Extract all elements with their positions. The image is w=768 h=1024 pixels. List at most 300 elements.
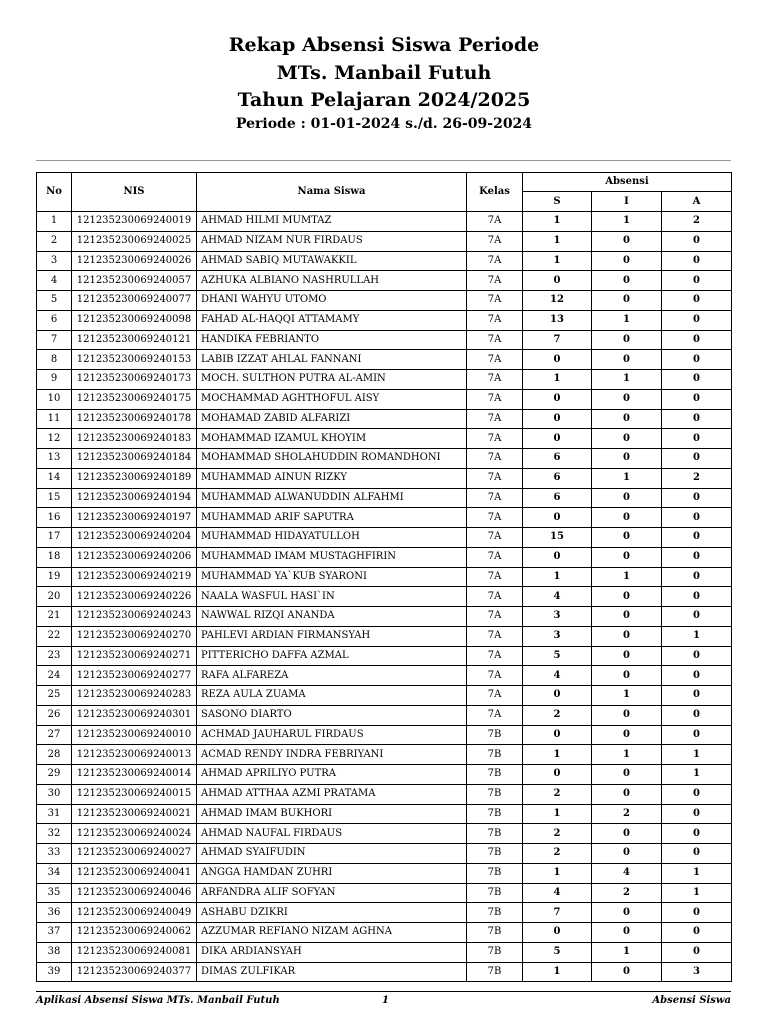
cell-no: 22: [37, 626, 72, 646]
cell-nis: 121235230069240027: [72, 844, 197, 864]
cell-no: 3: [37, 251, 72, 271]
cell-no: 39: [37, 962, 72, 982]
cell-i: 0: [592, 725, 662, 745]
table-row: [37, 903, 732, 923]
cell-kelas: 7A: [467, 409, 523, 429]
cell-kelas: 7A: [467, 449, 523, 469]
table-row: [37, 567, 732, 587]
cell-kelas: 7A: [467, 626, 523, 646]
cell-s: 15: [523, 528, 592, 548]
cell-a: 0: [662, 251, 732, 271]
table-row: [37, 271, 732, 291]
cell-nama: MUHAMMAD YA`KUB SYARONI: [197, 567, 467, 587]
cell-i: 0: [592, 488, 662, 508]
cell-nis: 121235230069240377: [72, 962, 197, 982]
cell-s: 1: [523, 745, 592, 765]
attendance-table: [36, 172, 732, 982]
table-row: [37, 686, 732, 706]
cell-nama: MOCHAMMAD AGHTHOFUL AISY: [197, 389, 467, 409]
cell-i: 0: [592, 231, 662, 251]
cell-kelas: 7B: [467, 765, 523, 785]
cell-nis: 121235230069240189: [72, 468, 197, 488]
col-header-s: S: [523, 192, 592, 212]
cell-nis: 121235230069240301: [72, 705, 197, 725]
cell-i: 0: [592, 824, 662, 844]
cell-nama: MUHAMMAD HIDAYATULLOH: [197, 528, 467, 548]
cell-s: 5: [523, 646, 592, 666]
cell-no: 21: [37, 607, 72, 627]
table-row: [37, 429, 732, 449]
cell-a: 0: [662, 942, 732, 962]
cell-no: 2: [37, 231, 72, 251]
cell-kelas: 7B: [467, 745, 523, 765]
cell-nama: RAFA ALFAREZA: [197, 666, 467, 686]
school-name: MTs. Manbail Futuh: [276, 62, 492, 84]
table-row: [37, 488, 732, 508]
cell-no: 19: [37, 567, 72, 587]
cell-no: 34: [37, 863, 72, 883]
cell-s: 0: [523, 271, 592, 291]
cell-no: 20: [37, 587, 72, 607]
cell-nama: AHMAD NIZAM NUR FIRDAUS: [197, 231, 467, 251]
cell-kelas: 7A: [467, 291, 523, 311]
cell-s: 1: [523, 370, 592, 390]
cell-i: 0: [592, 528, 662, 548]
cell-kelas: 7B: [467, 844, 523, 864]
cell-i: 0: [592, 409, 662, 429]
cell-nama: LABIB IZZAT AHLAL FANNANI: [197, 350, 467, 370]
cell-kelas: 7A: [467, 705, 523, 725]
cell-i: 0: [592, 389, 662, 409]
cell-nama: AHMAD SABIQ MUTAWAKKIL: [197, 251, 467, 271]
cell-a: 1: [662, 626, 732, 646]
cell-no: 8: [37, 350, 72, 370]
cell-no: 6: [37, 310, 72, 330]
cell-s: 5: [523, 942, 592, 962]
cell-s: 2: [523, 705, 592, 725]
cell-nis: 121235230069240226: [72, 587, 197, 607]
table-row: [37, 765, 732, 785]
cell-a: 0: [662, 705, 732, 725]
cell-nama: MUHAMMAD AINUN RIZKY: [197, 468, 467, 488]
table-row: [37, 883, 732, 903]
cell-s: 0: [523, 725, 592, 745]
cell-no: 10: [37, 389, 72, 409]
cell-i: 0: [592, 547, 662, 567]
cell-nis: 121235230069240057: [72, 271, 197, 291]
cell-nis: 121235230069240026: [72, 251, 197, 271]
cell-kelas: 7A: [467, 547, 523, 567]
cell-nis: 121235230069240098: [72, 310, 197, 330]
cell-no: 5: [37, 291, 72, 311]
cell-kelas: 7A: [467, 370, 523, 390]
header-divider: [36, 160, 731, 161]
cell-no: 30: [37, 784, 72, 804]
cell-nama: MOHAMAD ZABID ALFARIZI: [197, 409, 467, 429]
cell-i: 4: [592, 863, 662, 883]
table-row: [37, 389, 732, 409]
cell-nis: 121235230069240019: [72, 212, 197, 232]
cell-a: 0: [662, 725, 732, 745]
cell-s: 3: [523, 607, 592, 627]
cell-s: 2: [523, 824, 592, 844]
cell-nama: DIMAS ZULFIKAR: [197, 962, 467, 982]
cell-nama: ACHMAD JAUHARUL FIRDAUS: [197, 725, 467, 745]
cell-a: 0: [662, 607, 732, 627]
table-row: [37, 212, 732, 232]
cell-s: 2: [523, 844, 592, 864]
col-header-kelas: Kelas: [467, 173, 523, 212]
cell-i: 0: [592, 587, 662, 607]
cell-kelas: 7A: [467, 468, 523, 488]
cell-i: 0: [592, 449, 662, 469]
cell-kelas: 7A: [467, 310, 523, 330]
cell-nis: 121235230069240041: [72, 863, 197, 883]
cell-a: 0: [662, 231, 732, 251]
table-row: [37, 350, 732, 370]
cell-a: 0: [662, 844, 732, 864]
cell-nis: 121235230069240013: [72, 745, 197, 765]
cell-i: 1: [592, 370, 662, 390]
cell-nama: AHMAD SYAIFUDIN: [197, 844, 467, 864]
footer-page-number: 1: [382, 995, 389, 1006]
cell-no: 29: [37, 765, 72, 785]
cell-s: 0: [523, 765, 592, 785]
cell-i: 0: [592, 765, 662, 785]
cell-nis: 121235230069240010: [72, 725, 197, 745]
cell-no: 1: [37, 212, 72, 232]
cell-nama: NAALA WASFUL HASI`IN: [197, 587, 467, 607]
cell-kelas: 7A: [467, 212, 523, 232]
cell-i: 2: [592, 883, 662, 903]
cell-no: 4: [37, 271, 72, 291]
cell-no: 18: [37, 547, 72, 567]
cell-no: 35: [37, 883, 72, 903]
cell-nis: 121235230069240184: [72, 449, 197, 469]
cell-nis: 121235230069240219: [72, 567, 197, 587]
col-header-a: A: [662, 192, 732, 212]
cell-nis: 121235230069240270: [72, 626, 197, 646]
col-header-nama: Nama Siswa: [197, 173, 467, 212]
cell-nis: 121235230069240183: [72, 429, 197, 449]
cell-s: 6: [523, 468, 592, 488]
cell-a: 1: [662, 765, 732, 785]
cell-s: 0: [523, 923, 592, 943]
cell-i: 2: [592, 804, 662, 824]
cell-a: 0: [662, 824, 732, 844]
cell-i: 0: [592, 903, 662, 923]
cell-s: 0: [523, 547, 592, 567]
cell-a: 0: [662, 923, 732, 943]
cell-a: 0: [662, 686, 732, 706]
cell-i: 1: [592, 942, 662, 962]
cell-i: 1: [592, 745, 662, 765]
cell-s: 1: [523, 804, 592, 824]
col-header-absensi: Absensi: [523, 173, 732, 192]
cell-i: 0: [592, 508, 662, 528]
table-row: [37, 863, 732, 883]
cell-nis: 121235230069240021: [72, 804, 197, 824]
table-row: [37, 409, 732, 429]
cell-kelas: 7A: [467, 607, 523, 627]
cell-nis: 121235230069240271: [72, 646, 197, 666]
cell-nis: 121235230069240197: [72, 508, 197, 528]
col-header-nis: NIS: [72, 173, 197, 212]
cell-nama: AHMAD NAUFAL FIRDAUS: [197, 824, 467, 844]
footer-label: Absensi Siswa: [652, 995, 731, 1006]
cell-s: 0: [523, 389, 592, 409]
cell-kelas: 7A: [467, 350, 523, 370]
cell-no: 7: [37, 330, 72, 350]
table-row: [37, 449, 732, 469]
cell-i: 0: [592, 626, 662, 646]
cell-kelas: 7A: [467, 231, 523, 251]
cell-nis: 121235230069240025: [72, 231, 197, 251]
cell-nis: 121235230069240046: [72, 883, 197, 903]
cell-i: 1: [592, 686, 662, 706]
cell-a: 0: [662, 271, 732, 291]
cell-nama: AZHUKA ALBIANO NASHRULLAH: [197, 271, 467, 291]
cell-nama: REZA AULA ZUAMA: [197, 686, 467, 706]
cell-i: 1: [592, 310, 662, 330]
cell-s: 1: [523, 212, 592, 232]
cell-i: 0: [592, 429, 662, 449]
cell-s: 13: [523, 310, 592, 330]
cell-nama: MUHAMMAD IMAM MUSTAGHFIRIN: [197, 547, 467, 567]
cell-kelas: 7B: [467, 962, 523, 982]
cell-kelas: 7A: [467, 528, 523, 548]
cell-s: 0: [523, 429, 592, 449]
cell-no: 12: [37, 429, 72, 449]
cell-a: 3: [662, 962, 732, 982]
cell-nis: 121235230069240243: [72, 607, 197, 627]
cell-no: 31: [37, 804, 72, 824]
cell-kelas: 7A: [467, 488, 523, 508]
table-row: [37, 666, 732, 686]
cell-a: 0: [662, 429, 732, 449]
table-row: [37, 310, 732, 330]
cell-nama: ANGGA HAMDAN ZUHRI: [197, 863, 467, 883]
report-period: Periode : 01-01-2024 s./d. 26-09-2024: [235, 116, 533, 132]
cell-a: 0: [662, 291, 732, 311]
cell-a: 0: [662, 409, 732, 429]
cell-nama: ARFANDRA ALIF SOFYAN: [197, 883, 467, 903]
col-header-i: I: [592, 192, 662, 212]
cell-nama: PITTERICHO DAFFA AZMAL: [197, 646, 467, 666]
cell-nis: 121235230069240062: [72, 923, 197, 943]
cell-kelas: 7B: [467, 804, 523, 824]
cell-kelas: 7B: [467, 942, 523, 962]
cell-a: 2: [662, 468, 732, 488]
cell-no: 17: [37, 528, 72, 548]
cell-no: 15: [37, 488, 72, 508]
cell-nis: 121235230069240024: [72, 824, 197, 844]
table-row: [37, 962, 732, 982]
cell-i: 0: [592, 666, 662, 686]
cell-a: 1: [662, 745, 732, 765]
cell-i: 0: [592, 844, 662, 864]
cell-a: 0: [662, 449, 732, 469]
cell-s: 1: [523, 251, 592, 271]
cell-nama: MOHAMMAD IZAMUL KHOYIM: [197, 429, 467, 449]
table-row: [37, 923, 732, 943]
cell-i: 1: [592, 212, 662, 232]
cell-nis: 121235230069240173: [72, 370, 197, 390]
table-row: [37, 824, 732, 844]
cell-no: 23: [37, 646, 72, 666]
table-row: [37, 370, 732, 390]
table-row: [37, 528, 732, 548]
cell-kelas: 7A: [467, 567, 523, 587]
cell-a: 0: [662, 508, 732, 528]
cell-no: 32: [37, 824, 72, 844]
cell-nama: DHANI WAHYU UTOMO: [197, 291, 467, 311]
cell-nis: 121235230069240277: [72, 666, 197, 686]
cell-no: 28: [37, 745, 72, 765]
cell-a: 2: [662, 212, 732, 232]
table-row: [37, 705, 732, 725]
table-row: [37, 291, 732, 311]
cell-a: 0: [662, 587, 732, 607]
table-row: [37, 804, 732, 824]
cell-a: 0: [662, 330, 732, 350]
cell-nis: 121235230069240178: [72, 409, 197, 429]
table-row: [37, 942, 732, 962]
cell-nama: AHMAD ATTHAA AZMI PRATAMA: [197, 784, 467, 804]
cell-nama: FAHAD AL-HAQQI ATTAMAMY: [197, 310, 467, 330]
cell-no: 37: [37, 923, 72, 943]
cell-nis: 121235230069240153: [72, 350, 197, 370]
cell-s: 1: [523, 863, 592, 883]
cell-kelas: 7A: [467, 251, 523, 271]
cell-s: 1: [523, 231, 592, 251]
cell-nama: ASHABU DZIKRI: [197, 903, 467, 923]
cell-nama: ACMAD RENDY INDRA FEBRIYANI: [197, 745, 467, 765]
cell-kelas: 7A: [467, 330, 523, 350]
cell-nama: HANDIKA FEBRIANTO: [197, 330, 467, 350]
cell-a: 0: [662, 567, 732, 587]
table-row: [37, 607, 732, 627]
cell-no: 14: [37, 468, 72, 488]
cell-nis: 121235230069240194: [72, 488, 197, 508]
cell-no: 36: [37, 903, 72, 923]
cell-kelas: 7A: [467, 646, 523, 666]
cell-i: 0: [592, 291, 662, 311]
cell-s: 6: [523, 449, 592, 469]
cell-nama: SASONO DIARTO: [197, 705, 467, 725]
cell-no: 27: [37, 725, 72, 745]
cell-nis: 121235230069240204: [72, 528, 197, 548]
cell-kelas: 7B: [467, 824, 523, 844]
cell-s: 12: [523, 291, 592, 311]
cell-kelas: 7B: [467, 784, 523, 804]
cell-a: 1: [662, 883, 732, 903]
cell-a: 1: [662, 863, 732, 883]
table-row: [37, 626, 732, 646]
table-body: [37, 212, 732, 982]
cell-no: 16: [37, 508, 72, 528]
cell-nama: PAHLEVI ARDIAN FIRMANSYAH: [197, 626, 467, 646]
cell-a: 0: [662, 488, 732, 508]
cell-nama: AZZUMAR REFIANO NIZAM AGHNA: [197, 923, 467, 943]
table-row: [37, 468, 732, 488]
cell-nis: 121235230069240077: [72, 291, 197, 311]
cell-i: 0: [592, 330, 662, 350]
cell-kelas: 7B: [467, 903, 523, 923]
cell-i: 0: [592, 705, 662, 725]
cell-i: 1: [592, 468, 662, 488]
cell-i: 1: [592, 567, 662, 587]
cell-nama: MOHAMMAD SHOLAHUDDIN ROMANDHONI: [197, 449, 467, 469]
table-row: [37, 844, 732, 864]
cell-no: 24: [37, 666, 72, 686]
cell-i: 0: [592, 607, 662, 627]
cell-a: 0: [662, 903, 732, 923]
cell-a: 0: [662, 389, 732, 409]
table-row: [37, 784, 732, 804]
table-row: [37, 587, 732, 607]
cell-nis: 121235230069240081: [72, 942, 197, 962]
table-row: [37, 725, 732, 745]
cell-nama: NAWWAL RIZQI ANANDA: [197, 607, 467, 627]
cell-nis: 121235230069240014: [72, 765, 197, 785]
cell-s: 0: [523, 686, 592, 706]
cell-i: 0: [592, 923, 662, 943]
cell-nama: DIKA ARDIANSYAH: [197, 942, 467, 962]
cell-a: 0: [662, 547, 732, 567]
cell-nama: MOCH. SULTHON PUTRA AL-AMIN: [197, 370, 467, 390]
cell-nis: 121235230069240049: [72, 903, 197, 923]
cell-s: 0: [523, 409, 592, 429]
cell-s: 7: [523, 903, 592, 923]
cell-nama: AHMAD APRILIYO PUTRA: [197, 765, 467, 785]
cell-i: 0: [592, 251, 662, 271]
cell-nama: AHMAD HILMI MUMTAZ: [197, 212, 467, 232]
cell-i: 0: [592, 350, 662, 370]
cell-kelas: 7B: [467, 883, 523, 903]
cell-s: 1: [523, 962, 592, 982]
table-row: [37, 330, 732, 350]
cell-a: 0: [662, 646, 732, 666]
cell-no: 13: [37, 449, 72, 469]
cell-a: 0: [662, 804, 732, 824]
table-row: [37, 251, 732, 271]
cell-s: 2: [523, 784, 592, 804]
page-footer: [36, 991, 731, 1012]
table-row: [37, 547, 732, 567]
table-row: [37, 231, 732, 251]
cell-nama: AHMAD IMAM BUKHORI: [197, 804, 467, 824]
cell-a: 0: [662, 528, 732, 548]
cell-nis: 121235230069240283: [72, 686, 197, 706]
cell-no: 25: [37, 686, 72, 706]
cell-kelas: 7A: [467, 271, 523, 291]
cell-s: 4: [523, 666, 592, 686]
col-header-no: No: [37, 173, 72, 212]
cell-s: 7: [523, 330, 592, 350]
cell-kelas: 7A: [467, 429, 523, 449]
cell-s: 1: [523, 567, 592, 587]
cell-kelas: 7A: [467, 587, 523, 607]
cell-s: 0: [523, 350, 592, 370]
cell-no: 26: [37, 705, 72, 725]
cell-nama: MUHAMMAD ARIF SAPUTRA: [197, 508, 467, 528]
cell-i: 0: [592, 271, 662, 291]
cell-nis: 121235230069240015: [72, 784, 197, 804]
cell-no: 9: [37, 370, 72, 390]
cell-nama: MUHAMMAD ALWANUDDIN ALFAHMI: [197, 488, 467, 508]
footer-app-name: Aplikasi Absensi Siswa MTs. Manbail Futuh: [36, 995, 280, 1006]
